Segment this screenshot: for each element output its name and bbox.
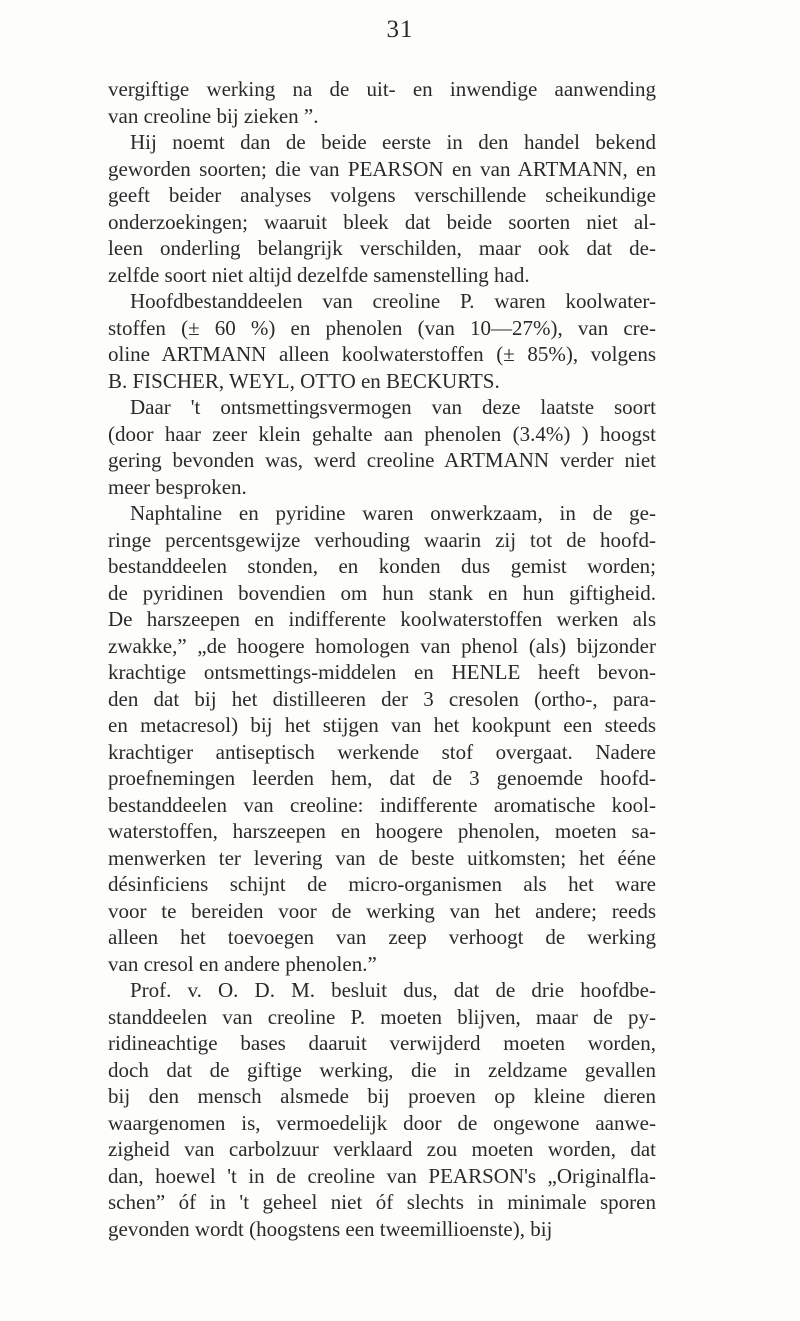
text-line: schen” óf in 't geheel niet óf slechts in minimale sporen	[108, 1190, 656, 1214]
text-line: voor te bereiden voor de werking van het andere; reeds	[108, 898, 656, 923]
text-line: krachtige ontsmettings-middelen en HENLE heeft bevon-	[108, 660, 656, 684]
text-line: Prof. v. O. D. M. besluit dus, dat de drie hoofdbe-	[130, 978, 656, 1002]
text-line: doch dat de giftige werking, die in zeldzame gevallen	[108, 1057, 656, 1082]
text-line: gering bevonden was, werd creoline ARTMANN verder niet	[108, 448, 656, 472]
text-line: bij den mensch alsmede bij proeven op kleine dieren	[108, 1084, 656, 1108]
text-line: waargenomen is, vermoedelijk door de ongewone aanwe-	[108, 1110, 656, 1135]
text-line: dan, hoewel 't in de creoline van PEARSON's „Originalfla-	[108, 1163, 656, 1188]
text-line: alleen het toevoegen van zeep verhoogt de werking	[108, 925, 656, 949]
text-line: Hij noemt dan de beide eerste in den handel bekend	[130, 130, 656, 154]
text-line: de pyridinen bovendien om hun stank en hun giftigheid.	[108, 580, 656, 605]
text-line: désinficiens schijnt de micro-organismen als het ware	[108, 872, 656, 896]
text-line: stoffen (± 60 %) en phenolen (van 10—27%), van cre-	[108, 315, 656, 340]
text-line: bestanddeelen stonden, en konden dus gemist worden;	[108, 554, 656, 578]
text-line: en metacresol) bij het stijgen van het kookpunt een steeds	[108, 713, 656, 737]
text-line: krachtiger antiseptisch werkende stof overgaat. Nadere	[108, 739, 656, 764]
text-line: ringe percentsgewijze verhouding waarin zij tot de hoofd-	[108, 527, 656, 552]
text-line: (door haar zeer klein gehalte aan phenolen (3.4%) ) hoogst	[108, 421, 656, 446]
text-line: Hoofdbestanddeelen van creoline P. waren koolwater-	[130, 289, 656, 313]
text-line: leen onderling belangrijk verschilden, maar ook dat de-	[108, 236, 656, 260]
text-line: standdeelen van creoline P. moeten blijven, maar de py-	[108, 1004, 656, 1029]
text-line: vergiftige werking na de uit- en inwendige aanwending	[108, 77, 656, 101]
text-line: van creoline bij zieken ”.	[108, 103, 319, 128]
body-text	[108, 76, 656, 1242]
text-line: oline ARTMANN alleen koolwaterstoffen (± 85%), volgens	[108, 342, 656, 366]
text-line: onderzoekingen; waaruit bleek dat beide soorten niet al-	[108, 209, 656, 234]
page-number: 31	[386, 16, 414, 43]
text-line: den dat bij het distilleeren der 3 cresolen (ortho-, para-	[108, 686, 656, 711]
text-line: meer besproken.	[108, 474, 247, 499]
text-line: menwerken ter levering van de beste uitkomsten; het ééne	[108, 845, 656, 870]
text-line: waterstoffen, harszeepen en hoogere phenolen, moeten sa-	[108, 819, 656, 843]
text-line: van cresol en andere phenolen.”	[108, 951, 377, 976]
text-line: De harszeepen en indifferente koolwaterstoffen werken als	[108, 607, 656, 631]
text-line: bestanddeelen van creoline: indifferente aromatische kool-	[108, 792, 656, 817]
text-line: geworden soorten; die van PEARSON en van ARTMANN, en	[108, 156, 656, 181]
text-line: Naphtaline en pyridine waren onwerkzaam, in de ge-	[130, 501, 656, 525]
text-line: zwakke,” „de hoogere homologen van phenol (als) bijzonder	[108, 633, 656, 658]
text-line: proefnemingen leerden hem, dat de 3 genoemde hoofd-	[108, 766, 656, 790]
text-line: geeft beider analyses volgens verschillende scheikundige	[108, 183, 656, 207]
text-line: ridineachtige bases daaruit verwijderd moeten worden,	[108, 1031, 656, 1055]
text-line: gevonden wordt (hoogstens een tweemillioenste), bij	[108, 1216, 553, 1241]
text-line: B. FISCHER, WEYL, OTTO en BECKURTS.	[108, 368, 500, 393]
text-line: zigheid van carbolzuur verklaard zou moeten worden, dat	[108, 1137, 656, 1161]
text-line: zelfde soort niet altijd dezelfde samenstelling had.	[108, 262, 530, 287]
text-line: Daar 't ontsmettingsvermogen van deze laatste soort	[130, 395, 656, 419]
